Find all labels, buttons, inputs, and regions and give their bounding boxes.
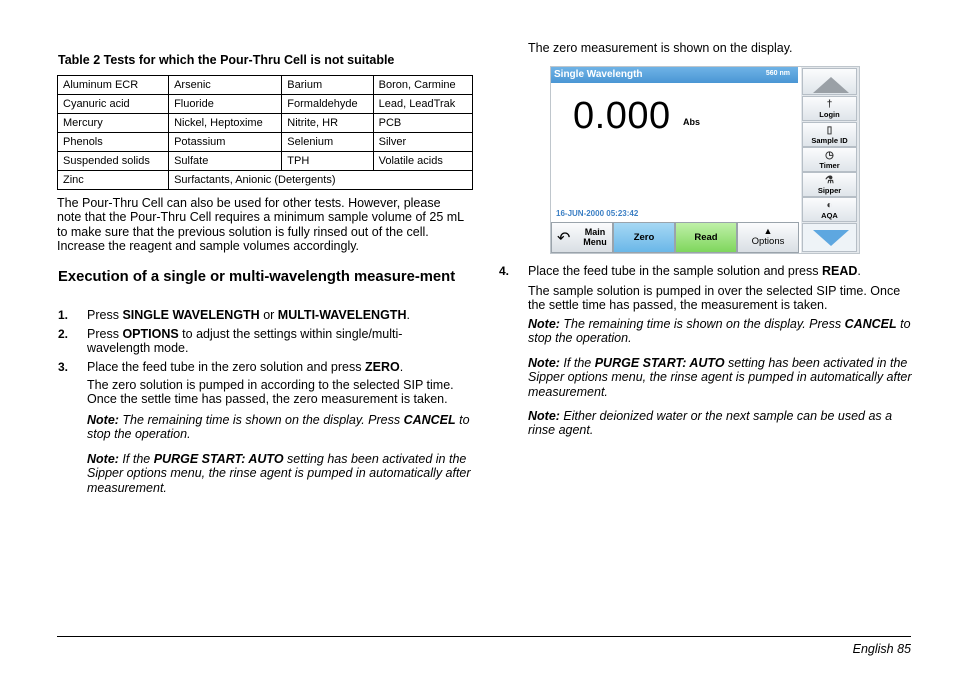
sipper-icon: ⚗ xyxy=(825,175,834,186)
table-cell: Lead, LeadTrak xyxy=(373,95,472,114)
sidebar-button-label: Sipper xyxy=(817,186,842,195)
main-menu-label: Main Menu xyxy=(583,227,607,247)
read-label: Read xyxy=(694,232,718,243)
note-rinse-agent: Note: Either deionized water or the next sample can be used as a rinse agent. xyxy=(528,409,893,438)
table-cell: Surfactants, Anionic (Detergents) xyxy=(169,171,473,190)
sidebar-button-timer[interactable] xyxy=(802,147,857,172)
back-arrow-icon: ↶ xyxy=(557,230,571,247)
sidebar-button-label: AQA xyxy=(821,211,838,220)
unsuitable-tests-table xyxy=(57,75,473,190)
step-3: Place the feed tube in the zero solution and press ZERO. xyxy=(87,360,404,374)
table-cell: Potassium xyxy=(169,133,282,152)
arrow-up-icon xyxy=(813,77,849,93)
options-button[interactable] xyxy=(737,222,799,253)
step-4-number: 4. xyxy=(499,264,510,278)
table-row xyxy=(58,76,473,95)
table-cell: Nitrite, HR xyxy=(282,114,373,133)
table-cell: Nickel, Heptoxime xyxy=(169,114,282,133)
zero-button[interactable] xyxy=(613,222,675,253)
step-2-number: 2. xyxy=(58,327,69,341)
wavelength-label: 560 nm xyxy=(765,70,790,77)
table-caption: Table 2 Tests for which the Pour-Thru Cell is not suitable xyxy=(58,53,395,67)
login-icon: † xyxy=(826,99,833,110)
step-1: Press SINGLE WAVELENGTH or MULTI-WAVELENGTH. xyxy=(87,308,410,322)
aqa-icon: ◐ xyxy=(826,200,833,211)
sidebar-button-label: Login xyxy=(819,110,840,119)
step-4: Place the feed tube in the sample solution and press READ. xyxy=(528,264,861,278)
table-cell: TPH xyxy=(282,152,373,171)
main-menu-button[interactable] xyxy=(551,222,613,253)
table-cell: Silver xyxy=(373,133,472,152)
table-row xyxy=(58,95,473,114)
table-row xyxy=(58,133,473,152)
absorbance-value: 0.000 xyxy=(573,95,671,137)
zero-display-intro: The zero measurement is shown on the display. xyxy=(528,41,793,55)
intro-paragraph: The Pour-Thru Cell can also be used for other tests. However, please note that the Pour-Thru Cell requires a minimum sample volume of 25 mL to make sure that the previous solution is fully rinsed out of the cell. Increase the reagent and sample volumes accordingly. xyxy=(57,196,464,253)
options-label: Options xyxy=(751,236,785,247)
sidebar-button-aqa[interactable] xyxy=(802,197,857,222)
arrow-down-icon xyxy=(813,230,849,246)
footer-rule xyxy=(57,636,911,637)
step-2: Press OPTIONS to adjust the settings within single/multi-wavelength mode. xyxy=(87,327,403,355)
note-cancel-right: Note: The remaining time is shown on the display. Press CANCEL to stop the operation. xyxy=(528,317,911,346)
screen-titlebar xyxy=(551,67,798,83)
zero-label: Zero xyxy=(633,232,655,243)
step-3-description: The zero solution is pumped in according to the selected SIP time. Once the settle time has passed, the zero measurement is taken. xyxy=(87,378,454,407)
sidebar-button-label: Timer xyxy=(819,161,840,170)
table-cell: Phenols xyxy=(58,133,169,152)
step-3-number: 3. xyxy=(58,360,69,374)
table-cell: Suspended solids xyxy=(58,152,169,171)
table-cell: Arsenic xyxy=(169,76,282,95)
read-button[interactable] xyxy=(675,222,737,253)
table-row xyxy=(58,114,473,133)
sidebar-button-login[interactable] xyxy=(802,96,857,121)
table-cell: Zinc xyxy=(58,171,169,190)
timer-icon: ◷ xyxy=(825,150,834,161)
table-cell: PCB xyxy=(373,114,472,133)
section-heading: Execution of a single or multi-wavelength measure-ment xyxy=(58,269,456,285)
note-purge-right: Note: If the PURGE START: AUTO setting has been activated in the Sipper options menu, the rinse agent is pumped in automatically after measurement. xyxy=(528,356,912,399)
screen-sidebar xyxy=(801,67,859,253)
instrument-screen xyxy=(550,66,860,254)
table-cell: Cyanuric acid xyxy=(58,95,169,114)
step-1-number: 1. xyxy=(58,308,69,322)
table-cell: Aluminum ECR xyxy=(58,76,169,95)
screen-datetime: 16-JUN-2000 05:23:42 xyxy=(556,209,639,218)
table-cell: Selenium xyxy=(282,133,373,152)
screen-title: Single Wavelength xyxy=(554,69,643,80)
page-footer: English 85 xyxy=(852,642,911,656)
options-up-icon: ▲ xyxy=(763,226,773,236)
note-purge-left: Note: If the PURGE START: AUTO setting has been activated in the Sipper options menu, the rinse agent is pumped in automatically after measurement. xyxy=(87,452,471,495)
scroll-down-button[interactable] xyxy=(802,223,857,252)
scroll-up-button[interactable] xyxy=(802,68,857,95)
note-cancel-left: Note: The remaining time is shown on the display. Press CANCEL to stop the operation. xyxy=(87,413,470,442)
sidebar-button-label: Sample ID xyxy=(811,136,848,145)
table-cell: Formaldehyde xyxy=(282,95,373,114)
absorbance-unit: Abs xyxy=(683,117,701,127)
step-4-description: The sample solution is pumped in over the selected SIP time. Once the settle time has passed, the measurement is taken. xyxy=(528,284,901,313)
table-cell: Barium xyxy=(282,76,373,95)
table-cell: Fluoride xyxy=(169,95,282,114)
table-cell: Volatile acids xyxy=(373,152,472,171)
table-row xyxy=(58,171,473,190)
sidebar-button-sample-id[interactable] xyxy=(802,122,857,147)
sidebar-button-sipper[interactable] xyxy=(802,172,857,197)
table-cell: Sulfate xyxy=(169,152,282,171)
table-row xyxy=(58,152,473,171)
table-cell: Boron, Carmine xyxy=(373,76,472,95)
table-cell: Mercury xyxy=(58,114,169,133)
sample-id-icon: ▯ xyxy=(826,125,833,136)
